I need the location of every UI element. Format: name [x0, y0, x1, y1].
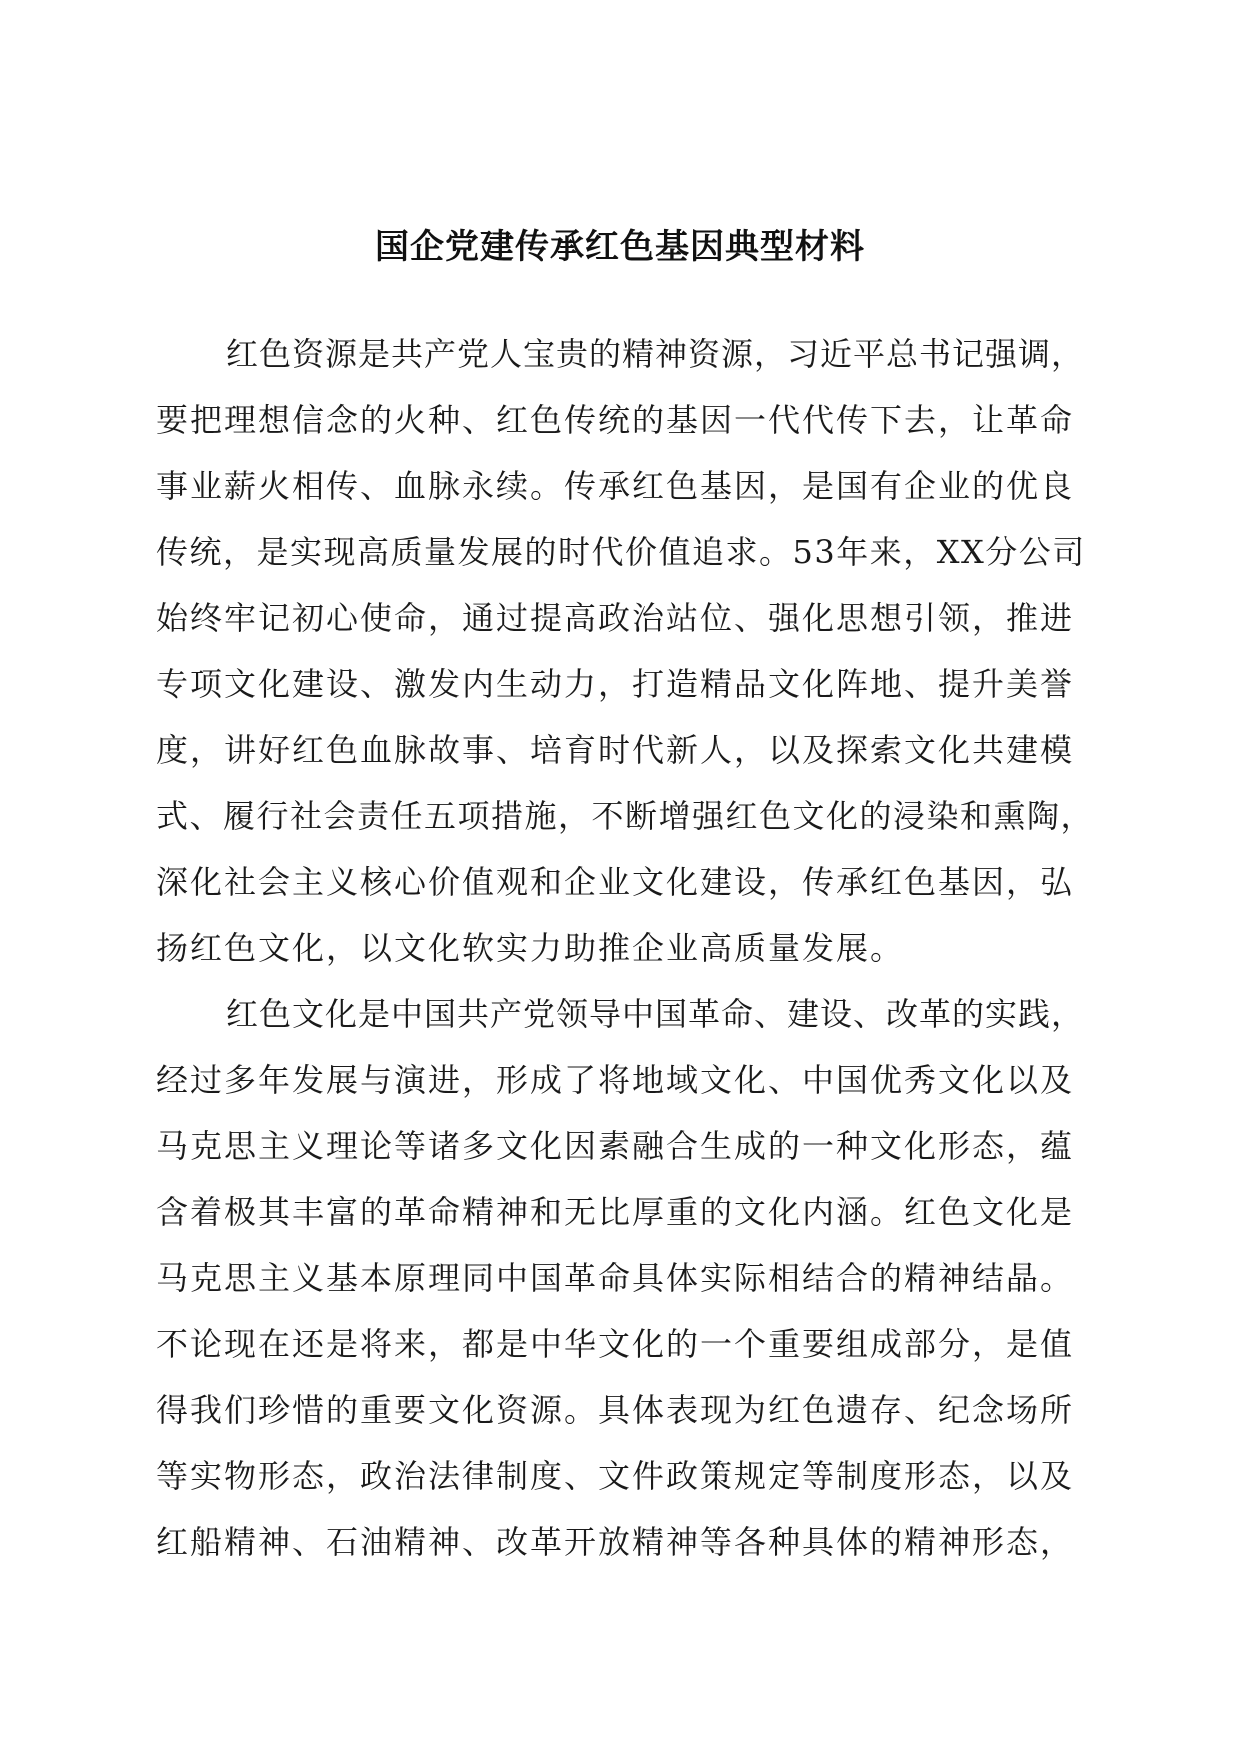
paragraph-line: 式、履行社会责任五项措施，不断增强红色文化的浸染和熏陶，	[156, 797, 1095, 835]
paragraph-line: 马克思主义理论等诸多文化因素融合生成的一种文化形态，蕴	[156, 1127, 1075, 1165]
paragraph-line: 扬红色文化，以文化软实力助推企业高质量发展。	[156, 929, 905, 967]
paragraph-line: 等实物形态，政治法律制度、文件政策规定等制度形态，以及	[156, 1457, 1075, 1495]
paragraph-line: 经过多年发展与演进，形成了将地域文化、中国优秀文化以及	[156, 1061, 1075, 1099]
paragraph-line: 度，讲好红色血脉故事、培育时代新人，以及探索文化共建模	[156, 731, 1075, 769]
paragraph-line: 红船精神、石油精神、改革开放精神等各种具体的精神形态，	[156, 1523, 1075, 1561]
paragraph-line: 传统，是实现高质量发展的时代价值追求。53年来，XX分公司	[156, 533, 1086, 571]
document-title: 国企党建传承红色基因典型材料	[375, 227, 865, 267]
paragraph-line: 得我们珍惜的重要文化资源。具体表现为红色遗存、纪念场所	[156, 1391, 1075, 1429]
paragraph-line: 红色文化是中国共产党领导中国革命、建设、改革的实践，	[226, 995, 1085, 1033]
paragraph-line: 要把理想信念的火种、红色传统的基因一代代传下去，让革命	[156, 401, 1075, 439]
paragraph-line: 不论现在还是将来，都是中华文化的一个重要组成部分，是值	[156, 1325, 1075, 1363]
paragraph-line: 马克思主义基本原理同中国革命具体实际相结合的精神结晶。	[156, 1259, 1075, 1297]
paragraph-line: 含着极其丰富的革命精神和无比厚重的文化内涵。红色文化是	[156, 1193, 1075, 1231]
paragraph-line: 始终牢记初心使命，通过提高政治站位、强化思想引领，推进	[156, 599, 1075, 637]
paragraph-line: 深化社会主义核心价值观和企业文化建设，传承红色基因，弘	[156, 863, 1075, 901]
paragraph-line: 专项文化建设、激发内生动力，打造精品文化阵地、提升美誉	[156, 665, 1075, 703]
paragraph-line: 事业薪火相传、血脉永续。传承红色基因，是国有企业的优良	[156, 467, 1075, 505]
paragraph-line: 红色资源是共产党人宝贵的精神资源，习近平总书记强调，	[226, 335, 1085, 373]
